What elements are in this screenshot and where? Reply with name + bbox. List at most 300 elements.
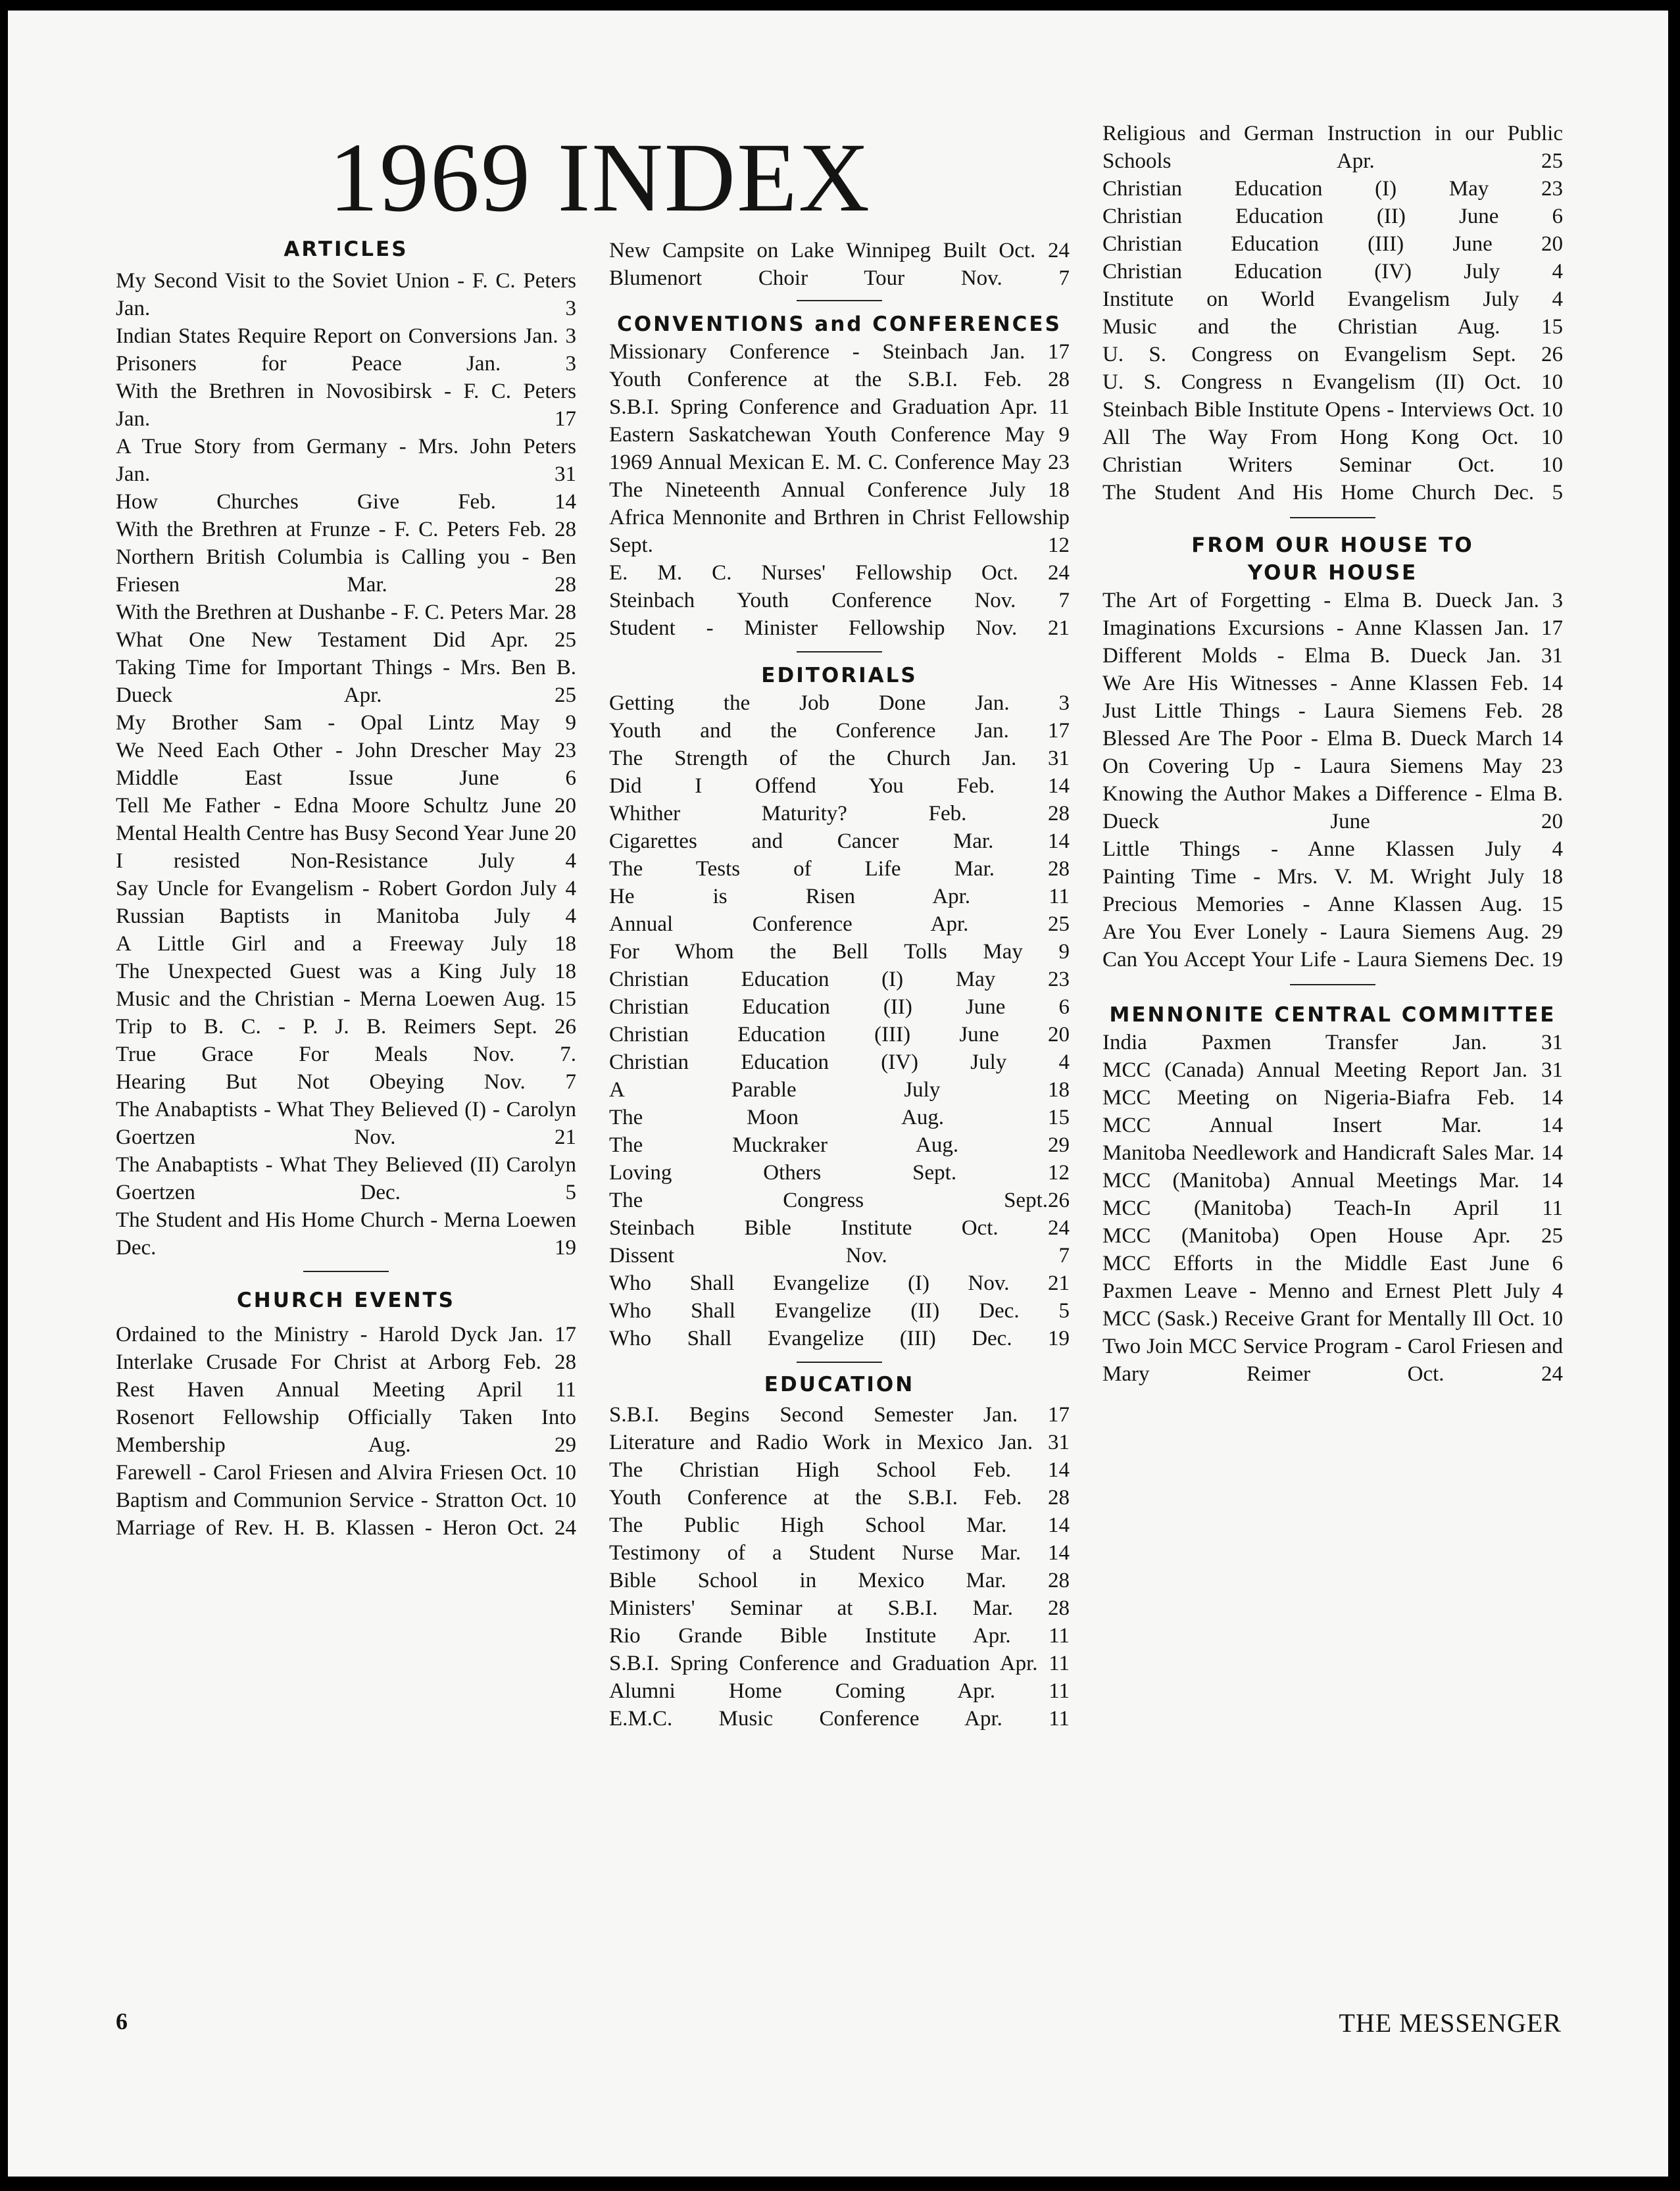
index-entry	[116, 626, 576, 654]
entry-title: E. M. C. Nurses' Fellowship	[609, 561, 952, 585]
index-entry	[1102, 835, 1563, 863]
index-entry	[609, 476, 1070, 504]
entry-date: Sept. 12	[912, 1161, 1070, 1185]
index-entry	[1102, 780, 1563, 835]
index-entry	[1102, 863, 1563, 891]
entry-title: What One New Testament Did	[116, 628, 466, 652]
index-entry	[609, 393, 1070, 421]
index-entry	[116, 1206, 576, 1262]
entry-title: Christian Education (IV)	[609, 1050, 919, 1074]
entry-date: Dec. 19	[116, 1236, 576, 1260]
entry-title: Who Shall Evangelize (I)	[609, 1271, 930, 1295]
entry-date: Jan. 31	[1452, 1031, 1563, 1054]
index-entry	[609, 1677, 1070, 1705]
entry-title: A Little Girl and a Freeway	[116, 932, 464, 956]
entry-title: Tell Me Father - Edna Moore Schultz	[116, 794, 489, 818]
entry-title: U. S. Congress on Evangelism	[1102, 343, 1447, 366]
index-entry	[1102, 1250, 1563, 1277]
entry-title: Precious Memories - Anne Klassen	[1102, 893, 1462, 916]
entry-title: Africa Mennonite and Brthren in Christ Fellowship	[609, 506, 1070, 529]
entry-date: Mar. 14	[952, 829, 1070, 853]
entry-title: Are You Ever Lonely - Laura Siemens	[1102, 920, 1476, 944]
index-entry	[609, 587, 1070, 614]
entry-date: Jan. 3	[1504, 589, 1563, 612]
entry-title: MCC (Sask.) Receive Grant for Mentally Ill	[1102, 1307, 1492, 1331]
entry-title: Christian Education (I)	[609, 968, 904, 991]
entry-date: Nov. 21	[976, 616, 1070, 640]
entry-date: Feb. 14	[973, 1458, 1070, 1482]
entry-date: Oct. 10	[1458, 453, 1563, 477]
entry-title: India Paxmen Transfer	[1102, 1031, 1398, 1054]
index-entry	[116, 1013, 576, 1041]
entry-title: 1969 Annual Mexican E. M. C. Conference	[609, 451, 995, 474]
entry-date: Nov. 7	[483, 1070, 576, 1094]
entry-date: Feb. 14	[1490, 672, 1564, 695]
entry-title: A True Story from Germany - Mrs. John Peters	[116, 435, 576, 458]
entry-date: June 20	[508, 822, 577, 845]
section-heading-editorials: EDITORIALS	[761, 664, 918, 687]
page-title: 1969 INDEX	[329, 123, 872, 232]
index-entry	[1102, 670, 1563, 697]
index-entry	[609, 1104, 1070, 1131]
section-divider	[1290, 984, 1375, 985]
entry-title: Alumni Home Coming	[609, 1679, 906, 1703]
conventions-list	[609, 338, 1070, 642]
entry-title: MCC Annual Insert	[1102, 1114, 1382, 1137]
section-heading-articles: ARTICLES	[284, 237, 408, 261]
entry-date: Nov. 21	[354, 1125, 576, 1149]
section-heading-conventions: CONVENTIONS and CONFERENCES	[617, 312, 1062, 336]
index-entry	[609, 1297, 1070, 1325]
entry-title: Bible School in Mexico	[609, 1569, 925, 1592]
entry-date: Apr. 25	[490, 628, 576, 652]
entry-title: MCC Meeting on Nigeria-Biafra	[1102, 1086, 1451, 1110]
index-entry	[116, 267, 576, 322]
index-entry	[1102, 1139, 1563, 1167]
editorials-list	[609, 689, 1070, 1352]
entry-title: Interlake Crusade For Christ at Arborg	[116, 1350, 491, 1374]
index-entry	[609, 1214, 1070, 1242]
section-heading-mcc: MENNONITE CENTRAL COMMITTEE	[1109, 1003, 1556, 1027]
index-entry	[1102, 642, 1563, 670]
entry-date: Aug. 15	[1479, 893, 1563, 916]
entry-title: My Brother Sam - Opal Lintz	[116, 711, 475, 735]
entry-title: All The Way From Hong Kong	[1102, 426, 1460, 449]
entry-title: The Nineteenth Annual Conference	[609, 478, 968, 502]
entry-title: The Anabaptists - What They Believed (I) - Carolyn Goertzen	[116, 1098, 576, 1149]
index-entry	[116, 902, 576, 930]
entry-date: June 6	[1458, 205, 1563, 228]
entry-title: The Congress	[609, 1189, 864, 1212]
index-entry	[1102, 1167, 1563, 1194]
entry-date: Jan. 17	[983, 1403, 1070, 1427]
entry-date: May 9	[1004, 423, 1070, 447]
column-1	[116, 235, 576, 1542]
entry-date: Nov. 7	[974, 589, 1070, 612]
index-entry	[116, 1041, 576, 1068]
entry-date: Jan. 31	[981, 747, 1070, 770]
entry-title: E.M.C. Music Conference	[609, 1707, 920, 1731]
index-entry	[609, 772, 1070, 800]
index-entry	[609, 1401, 1070, 1429]
entry-date: Feb. 28	[983, 368, 1070, 391]
index-entry	[609, 1048, 1070, 1076]
index-entry	[1102, 230, 1563, 258]
index-entry	[116, 1096, 576, 1151]
entry-date: April 11	[1452, 1196, 1563, 1220]
entry-date: June 20	[501, 794, 577, 818]
index-entry	[1102, 1222, 1563, 1250]
entry-date: Feb. 28	[503, 1350, 577, 1374]
entry-date: Apr. 11	[957, 1679, 1070, 1703]
index-entry	[116, 599, 576, 626]
entry-title: Hearing But Not Obeying	[116, 1070, 445, 1094]
entry-date: Feb. 14	[458, 490, 577, 514]
entry-date: Mar. 14	[1494, 1141, 1563, 1165]
column-2	[609, 237, 1070, 1733]
index-entry	[609, 1159, 1070, 1187]
entry-date: June 6	[965, 995, 1070, 1019]
entry-date: Mar. 28	[508, 601, 576, 624]
entry-title: Music and the Christian	[1102, 315, 1418, 339]
entry-date: Apr. 25	[1336, 149, 1563, 173]
index-entry	[1102, 1084, 1563, 1112]
entry-title: We Are His Witnesses - Anne Klassen	[1102, 672, 1478, 695]
index-entry	[609, 1539, 1070, 1567]
entry-date: Oct. 10	[1481, 426, 1564, 449]
entry-date: Jan. 3	[524, 324, 576, 348]
entry-title: Getting the Job Done	[609, 691, 926, 715]
entry-title: True Grace For Meals	[116, 1043, 428, 1066]
index-entry	[609, 993, 1070, 1021]
entry-date: July 4	[1504, 1279, 1563, 1303]
entry-date: Oct. 10	[1498, 398, 1563, 422]
entry-title: Imaginations Excursions - Anne Klassen	[1102, 616, 1483, 640]
index-entry	[1102, 918, 1563, 946]
index-entry	[1102, 285, 1563, 313]
entry-date: June 20	[1330, 810, 1563, 833]
entry-title: The Moon	[609, 1106, 799, 1129]
index-entry	[116, 1348, 576, 1376]
entry-date: Feb. 14	[956, 774, 1070, 798]
entry-date: July 18	[1488, 865, 1564, 889]
entry-date: Aug. 15	[1457, 315, 1563, 339]
entry-date: Mar. 28	[347, 573, 576, 597]
mcc-list	[1102, 1029, 1563, 1388]
entry-date: July 4	[1485, 837, 1563, 861]
entry-title: Literature and Radio Work in Mexico	[609, 1431, 984, 1454]
index-entry	[609, 800, 1070, 827]
index-entry	[116, 792, 576, 820]
index-entry	[116, 350, 576, 378]
index-entry	[609, 883, 1070, 910]
entry-title: Different Molds - Elma B. Dueck	[1102, 644, 1467, 668]
index-entry	[609, 1429, 1070, 1456]
entry-date: July 4	[1483, 287, 1563, 311]
entry-title: Painting Time - Mrs. V. M. Wright	[1102, 865, 1471, 889]
index-entry	[609, 745, 1070, 772]
entry-date: May 23	[955, 968, 1070, 991]
entry-date: Mar. 14	[966, 1514, 1070, 1537]
entry-title: Blumenort Choir Tour	[609, 266, 905, 290]
index-entry	[116, 1376, 576, 1404]
entry-date: June 20	[959, 1023, 1070, 1046]
index-entry	[1102, 1305, 1563, 1333]
entry-date: Dec. 19	[1494, 948, 1563, 972]
index-entry	[609, 1076, 1070, 1104]
entry-title: Ministers' Seminar at S.B.I.	[609, 1596, 938, 1620]
entry-title: The Student and His Home Church - Merna Loewen	[116, 1208, 576, 1232]
index-entry	[609, 827, 1070, 855]
entry-date: July 4	[494, 904, 577, 928]
index-entry	[609, 855, 1070, 883]
entry-date: Dec. 19	[972, 1327, 1070, 1350]
entry-title: The Art of Forgetting - Elma B. Dueck	[1102, 589, 1493, 612]
entry-date: May 23	[501, 739, 576, 762]
entry-title: Christian Education (II)	[1102, 205, 1406, 228]
index-entry	[609, 1567, 1070, 1594]
entry-date: Aug. 29	[1486, 920, 1563, 944]
index-entry	[116, 1487, 576, 1514]
continued-list	[1102, 120, 1563, 506]
index-entry	[1102, 451, 1563, 479]
entry-date: Aug. 15	[503, 987, 576, 1011]
index-entry	[116, 737, 576, 764]
section-divider	[797, 1362, 882, 1363]
entry-title: Eastern Saskatchewan Youth Conference	[609, 423, 991, 447]
entry-date: Sept.26	[1004, 1189, 1070, 1212]
entry-title: Who Shall Evangelize (III)	[609, 1327, 936, 1350]
entry-date: Jan. 17	[1495, 616, 1563, 640]
index-entry	[609, 1512, 1070, 1539]
index-entry	[1102, 725, 1563, 752]
index-entry	[1102, 368, 1563, 396]
index-entry	[116, 709, 576, 737]
index-entry	[609, 237, 1070, 264]
entry-title: Just Little Things - Laura Siemens	[1102, 699, 1467, 723]
entry-title: We Need Each Other - John Drescher	[116, 739, 489, 762]
index-entry	[116, 516, 576, 543]
entry-title: MCC (Manitoba) Teach-In	[1102, 1196, 1412, 1220]
entry-title: Little Things - Anne Klassen	[1102, 837, 1454, 861]
entry-title: Knowing the Author Makes a Difference - Elma B. Dueck	[1102, 782, 1563, 833]
entry-title: Youth Conference at the S.B.I.	[609, 1486, 958, 1510]
index-entry	[1102, 1112, 1563, 1139]
entry-date: May 23	[1482, 754, 1563, 778]
index-entry	[609, 421, 1070, 449]
entry-title: How Churches Give	[116, 490, 400, 514]
entry-title: The Public High School	[609, 1514, 926, 1537]
index-entry	[116, 847, 576, 875]
entry-date: Apr. 11	[932, 885, 1070, 908]
index-entry	[1102, 1194, 1563, 1222]
entry-date: Mar. 28	[954, 857, 1070, 881]
column-3	[1102, 120, 1563, 1388]
entry-date: March 14	[1475, 727, 1563, 751]
index-entry	[609, 966, 1070, 993]
entry-date: Mar. 28	[972, 1596, 1070, 1620]
entry-date: July 18	[904, 1078, 1070, 1102]
index-entry	[116, 1068, 576, 1096]
page-number: 6	[116, 2008, 128, 2034]
section-divider	[797, 651, 882, 652]
index-entry	[116, 1404, 576, 1459]
entry-title: Steinbach Bible Institute Opens - Interviews	[1102, 398, 1493, 422]
index-entry	[1102, 1277, 1563, 1305]
entry-title: Rest Haven Annual Meeting	[116, 1378, 445, 1402]
entry-title: The Unexpected Guest was a King	[116, 960, 482, 983]
entry-date: Feb. 28	[508, 518, 576, 541]
section-heading-education: EDUCATION	[764, 1373, 915, 1396]
entry-title: Christian Writers Seminar	[1102, 453, 1412, 477]
entry-date: Sept. 26	[1471, 343, 1563, 366]
entry-title: Student - Minister Fellowship	[609, 616, 945, 640]
entry-date: Apr. 11	[972, 1624, 1070, 1648]
entry-title: Christian Education (III)	[1102, 232, 1404, 256]
entry-title: Who Shall Evangelize (II)	[609, 1299, 940, 1323]
entry-title: Christian Education (I)	[1102, 177, 1397, 201]
entry-title: With the Brethren in Novosibirsk - F. C. Peters	[116, 380, 576, 403]
index-entry	[1102, 424, 1563, 451]
entry-date: June 20	[1452, 232, 1564, 256]
section-divider	[797, 300, 882, 301]
index-entry	[1102, 752, 1563, 780]
entry-title: With the Brethren at Dushanbe - F. C. Peters	[116, 601, 503, 624]
index-entry	[609, 1484, 1070, 1512]
index-entry	[609, 938, 1070, 966]
index-entry	[1102, 175, 1563, 203]
section-heading-church-events: CHURCH EVENTS	[237, 1289, 455, 1312]
house-list	[1102, 587, 1563, 973]
entry-title: Religious and German Instruction in our Public Schools	[1102, 122, 1563, 173]
entry-title: MCC Efforts in the Middle East	[1102, 1252, 1468, 1275]
entry-title: My Second Visit to the Soviet Union - F. C. Peters	[116, 269, 576, 293]
entry-title: Russian Baptists in Manitoba	[116, 904, 460, 928]
entry-title: Youth and the Conference	[609, 719, 936, 743]
index-entry	[1102, 341, 1563, 368]
entry-date: July 4	[478, 849, 576, 873]
index-entry	[609, 504, 1070, 559]
entry-date: Jan. 31	[1493, 1058, 1563, 1082]
index-entry	[116, 1151, 576, 1206]
entry-date: Oct. 10	[1484, 370, 1563, 394]
entry-date: Apr. 11	[964, 1707, 1070, 1731]
entry-date: Jan. 17	[116, 407, 576, 431]
entry-title: The Anabaptists - What They Believed (II) Carolyn Goertzen	[116, 1153, 576, 1204]
entry-title: Middle East Issue	[116, 766, 393, 790]
entry-title: Rio Grande Bible Institute	[609, 1624, 937, 1648]
entry-title: Christian Education (III)	[609, 1023, 911, 1046]
index-entry	[609, 366, 1070, 393]
entry-title: Music and the Christian - Merna Loewen	[116, 987, 495, 1011]
entry-title: Christian Education (IV)	[1102, 260, 1412, 283]
index-entry	[609, 1622, 1070, 1650]
index-entry	[609, 1325, 1070, 1352]
entry-title: On Covering Up - Laura Siemens	[1102, 754, 1464, 778]
entry-title: The Tests of Life	[609, 857, 901, 881]
index-entry	[116, 543, 576, 599]
index-entry	[1102, 587, 1563, 614]
index-entry	[116, 958, 576, 985]
index-entry	[609, 1021, 1070, 1048]
entry-date: Feb. 28	[928, 802, 1070, 825]
entry-date: Jan. 3	[466, 352, 576, 376]
index-entry	[116, 820, 576, 847]
entry-date: Aug. 15	[901, 1106, 1070, 1129]
entry-title: Baptism and Communion Service - Stratton	[116, 1489, 504, 1512]
entry-date: Sept. 26	[493, 1015, 576, 1039]
entry-date: Jan. 31	[1487, 644, 1563, 668]
index-entry	[609, 1456, 1070, 1484]
entry-title: S.B.I. Spring Conference and Graduation	[609, 395, 990, 419]
entry-title: Marriage of Rev. H. B. Klassen - Heron	[116, 1516, 497, 1540]
entry-title: Blessed Are The Poor - Elma B. Dueck	[1102, 727, 1468, 751]
index-entry	[609, 1242, 1070, 1269]
entry-date: Feb. 28	[983, 1486, 1070, 1510]
entry-title: Christian Education (II)	[609, 995, 912, 1019]
index-entry	[1102, 946, 1563, 973]
entry-date: July 4	[970, 1050, 1070, 1074]
entry-date: July 18	[989, 478, 1070, 502]
index-entry	[116, 1459, 576, 1487]
entry-title: Cigarettes and Cancer	[609, 829, 899, 853]
entry-title: Prisoners for Peace	[116, 352, 402, 376]
section-divider	[303, 1271, 389, 1272]
continued-list	[609, 237, 1070, 292]
index-entry	[1102, 203, 1563, 230]
index-entry	[609, 614, 1070, 642]
entry-title: S.B.I. Begins Second Semester	[609, 1403, 954, 1427]
entry-title: MCC (Manitoba) Annual Meetings	[1102, 1169, 1458, 1193]
entry-date: Apr. 11	[999, 1652, 1070, 1675]
index-entry	[609, 264, 1070, 292]
index-entry	[609, 559, 1070, 587]
index-entry	[609, 1131, 1070, 1159]
entry-title: U. S. Congress n Evangelism (II)	[1102, 370, 1465, 394]
entry-date: Jan. 31	[116, 462, 576, 486]
scan-border-right	[1668, 0, 1680, 2191]
entry-date: May 23	[1448, 177, 1563, 201]
entry-date: Oct. 24	[981, 561, 1070, 585]
entry-date: Oct. 10	[510, 1461, 577, 1485]
entry-date: July 18	[491, 932, 577, 956]
entry-date: Mar. 14	[980, 1541, 1070, 1565]
entry-title: Annual Conference	[609, 912, 852, 936]
index-entry	[609, 689, 1070, 717]
index-entry	[116, 930, 576, 958]
index-entry	[116, 764, 576, 792]
index-entry	[609, 1187, 1070, 1214]
entry-title: Taking Time for Important Things - Mrs. Ben B. Dueck	[116, 656, 576, 707]
scan-border-bottom	[0, 2177, 1680, 2191]
entry-title: Steinbach Youth Conference	[609, 589, 932, 612]
entry-date: Apr. 25	[343, 683, 576, 707]
entry-date: June 6	[1489, 1252, 1563, 1275]
index-entry	[609, 1269, 1070, 1297]
education-list	[609, 1401, 1070, 1733]
entry-date: Nov. 7	[845, 1244, 1070, 1268]
entry-title: Ordained to the Ministry - Harold Dyck	[116, 1323, 498, 1346]
entry-date: Apr. 11	[999, 395, 1070, 419]
entry-title: Trip to B. C. - P. J. B. Reimers	[116, 1015, 476, 1039]
entry-title: The Christian High School	[609, 1458, 937, 1482]
index-entry	[609, 1650, 1070, 1677]
entry-title: The Muckraker	[609, 1133, 828, 1157]
entry-date: Oct. 10	[510, 1489, 576, 1512]
index-entry	[116, 488, 576, 516]
entry-title: Mental Health Centre has Busy Second Year	[116, 822, 504, 845]
entry-date: Dec. 5	[979, 1299, 1070, 1323]
